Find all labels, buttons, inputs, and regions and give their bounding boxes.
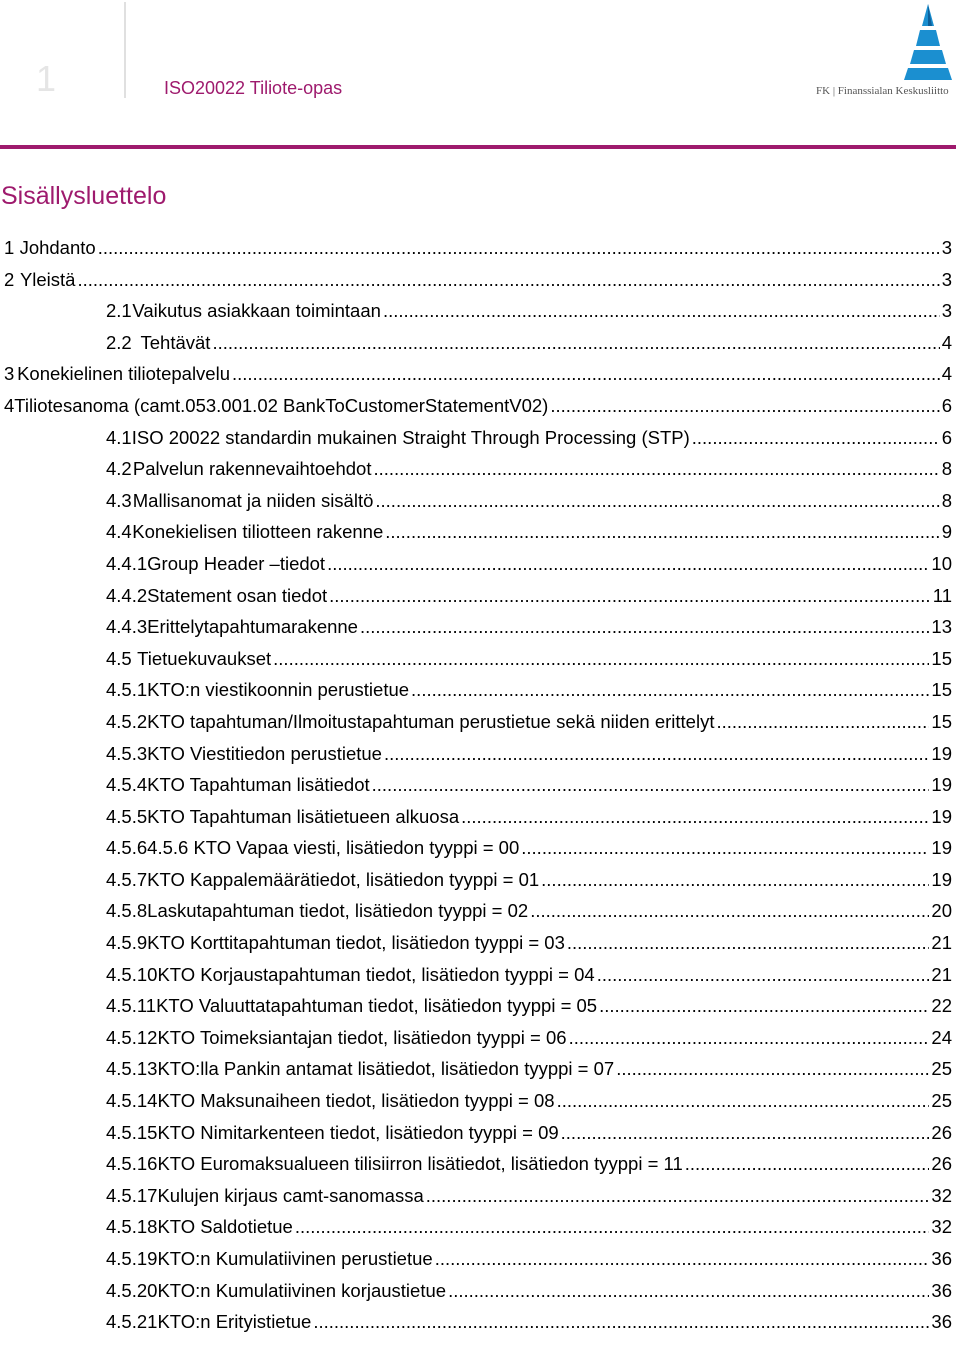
toc-entry[interactable] xyxy=(0,774,960,806)
toc-dot-leader xyxy=(375,490,939,512)
toc-entry-title: Laskutapahtuman tiedot, lisätiedon tyyppi = 02 xyxy=(147,900,529,922)
toc-entry[interactable] xyxy=(0,300,960,332)
toc-entry[interactable] xyxy=(0,1122,960,1154)
toc-entry-title: Palvelun rakennevaihtoehdot xyxy=(132,458,372,480)
toc-entry-title: Vaikutus asiakkaan toimintaan xyxy=(132,300,381,322)
toc-entry-title: 4.5.6 KTO Vapaa viesti, lisätiedon tyyppi = 00 xyxy=(147,837,520,859)
chapter-number: 1 xyxy=(36,58,57,99)
toc-entry-title: KTO:n viestikoonnin perustietue xyxy=(147,679,410,701)
logo-text: FK | Finanssialan Keskusliitto xyxy=(816,85,949,97)
toc-entry-title: Tietuekuvaukset xyxy=(137,647,272,669)
toc-entry-page: 15 xyxy=(931,647,952,669)
toc-entry[interactable] xyxy=(0,1153,960,1185)
toc-entry-page: 15 xyxy=(931,679,952,701)
toc-entry-title: Mallisanomat ja niiden sisältö xyxy=(132,489,374,511)
toc-entry-page: 22 xyxy=(931,995,952,1017)
toc-entry-number: 4.2 xyxy=(106,458,132,480)
toc-dot-leader xyxy=(383,300,940,322)
toc-dot-leader xyxy=(426,1185,930,1207)
toc-entry-page: 3 xyxy=(941,300,952,322)
toc-entry[interactable] xyxy=(0,964,960,996)
toc-entry-page: 13 xyxy=(931,616,952,638)
toc-entry-number: 4.1 xyxy=(106,426,132,448)
header-rule xyxy=(0,145,956,149)
toc-entry-number: 4.5.7 xyxy=(106,868,148,890)
toc-entry[interactable] xyxy=(0,490,960,522)
toc-entry[interactable] xyxy=(0,837,960,869)
toc-entry-number: 4.5.18 xyxy=(106,1216,158,1238)
toc-dot-leader xyxy=(273,648,929,670)
toc-entry[interactable] xyxy=(0,585,960,617)
toc-entry[interactable] xyxy=(0,363,960,395)
toc-entry-page: 4 xyxy=(941,331,952,353)
toc-entry-page: 3 xyxy=(941,268,952,290)
toc-entry-number: 4.5.20 xyxy=(106,1279,158,1301)
toc-dot-leader xyxy=(385,521,939,543)
toc-entry-title: KTO:lla Pankin antamat lisätiedot, lisätiedon tyyppi = 07 xyxy=(157,1058,615,1080)
toc-dot-leader xyxy=(567,932,930,954)
toc-entry-number: 4.3 xyxy=(106,489,132,511)
toc-entry-page: 19 xyxy=(931,805,952,827)
table-of-contents xyxy=(0,237,960,1343)
document-title: ISO20022 Tiliote-opas xyxy=(164,78,343,98)
toc-entry-number: 2.2 xyxy=(106,331,132,353)
toc-entry-page: 32 xyxy=(931,1184,952,1206)
toc-entry-number: 4.5.4 xyxy=(106,774,148,796)
toc-entry[interactable] xyxy=(0,1280,960,1312)
toc-entry-number: 4.4.1 xyxy=(106,552,148,574)
toc-entry-title: Yleistä xyxy=(19,268,76,290)
toc-entry-number: 4.5.3 xyxy=(106,742,148,764)
toc-dot-leader xyxy=(716,711,929,733)
toc-entry-title: ISO 20022 standardin mukainen Straight Through Processing (STP) xyxy=(131,426,690,448)
toc-entry-page: 10 xyxy=(931,552,952,574)
toc-entry[interactable] xyxy=(0,1027,960,1059)
toc-entry-page: 21 xyxy=(931,963,952,985)
toc-entry-number: 4.5.10 xyxy=(106,963,158,985)
toc-entry-page: 8 xyxy=(941,489,952,511)
toc-entry-title: Konekielisen tiliotteen rakenne xyxy=(132,521,384,543)
toc-entry-title: KTO Kappalemäärätiedot, lisätiedon tyyppi = 01 xyxy=(147,868,540,890)
toc-entry-number: 1 xyxy=(4,237,15,258)
toc-entry-page: 8 xyxy=(941,458,952,480)
toc-entry-number: 4.5.5 xyxy=(106,805,148,827)
toc-dot-leader xyxy=(373,458,939,480)
toc-entry-number: 4.5.17 xyxy=(106,1184,158,1206)
toc-entry-page: 26 xyxy=(931,1121,952,1143)
toc-entry-title: KTO Valuuttatapahtuman tiedot, lisätiedon tyyppi = 05 xyxy=(156,995,598,1017)
toc-dot-leader xyxy=(557,1090,930,1112)
toc-entry[interactable] xyxy=(0,269,960,301)
toc-entry-number: 4.5.6 xyxy=(106,837,148,859)
toc-entry-title: KTO:n Kumulatiivinen korjaustietue xyxy=(157,1279,447,1301)
toc-entry-page: 19 xyxy=(931,868,952,890)
toc-entry[interactable] xyxy=(0,679,960,711)
toc-entry-number: 4.5.16 xyxy=(106,1153,158,1175)
toc-entry-title: KTO Viestitiedon perustietue xyxy=(147,742,382,764)
toc-title: Sisällysluettelo xyxy=(1,182,167,210)
toc-entry-title: KTO Maksunaiheen tiedot, lisätiedon tyyppi = 08 xyxy=(157,1090,555,1112)
toc-entry[interactable] xyxy=(0,553,960,585)
toc-entry-title: KTO Toimeksiantajan tiedot, lisätiedon tyyppi = 06 xyxy=(157,1026,567,1048)
toc-entry-page: 25 xyxy=(931,1058,952,1080)
toc-entry[interactable] xyxy=(0,395,960,427)
toc-dot-leader xyxy=(232,363,940,385)
toc-dot-leader xyxy=(541,869,929,891)
toc-entry[interactable] xyxy=(0,1216,960,1248)
toc-dot-leader xyxy=(411,679,929,701)
toc-entry-number: 4.5.2 xyxy=(106,710,148,732)
header-divider xyxy=(124,2,126,98)
toc-entry-number: 4.5.19 xyxy=(106,1248,158,1269)
toc-entry-title: KTO:n Erityistietue xyxy=(157,1311,312,1333)
toc-dot-leader xyxy=(616,1058,929,1080)
toc-entry-page: 24 xyxy=(931,1026,952,1048)
toc-entry-number: 4.5.21 xyxy=(106,1311,158,1333)
toc-entry[interactable] xyxy=(0,1248,960,1280)
toc-entry-page: 9 xyxy=(941,521,952,543)
toc-entry[interactable] xyxy=(0,932,960,964)
toc-entry[interactable] xyxy=(0,648,960,680)
toc-entry-title: KTO tapahtuman/Ilmoitustapahtuman perustietue sekä niiden erittelyt xyxy=(147,710,715,732)
toc-entry-title: Erittelytapahtumarakenne xyxy=(147,616,358,638)
toc-entry-title: KTO:n Kumulatiivinen perustietue xyxy=(157,1248,433,1269)
toc-entry-page: 36 xyxy=(931,1248,952,1269)
toc-dot-leader xyxy=(327,553,929,575)
toc-dot-leader xyxy=(569,1027,930,1049)
toc-entry[interactable] xyxy=(0,616,960,648)
toc-entry-page: 36 xyxy=(931,1279,952,1301)
toc-entry[interactable] xyxy=(0,869,960,901)
toc-dot-leader xyxy=(685,1153,930,1175)
toc-entry-number: 4.5.15 xyxy=(106,1121,158,1143)
toc-entry-title: Kulujen kirjaus camt-sanomassa xyxy=(157,1184,424,1206)
toc-dot-leader xyxy=(329,585,931,607)
toc-entry-title: KTO Tapahtuman lisätietueen alkuosa xyxy=(147,805,460,827)
toc-entry-title: Tiliotesanoma (camt.053.001.02 BankToCustomerStatementV02) xyxy=(14,394,549,416)
toc-dot-leader xyxy=(295,1216,930,1238)
toc-entry-title: KTO Saldotietue xyxy=(157,1216,293,1238)
toc-entry[interactable] xyxy=(0,237,960,269)
toc-entry-page: 6 xyxy=(941,426,952,448)
toc-entry-title: KTO Korjaustapahtuman tiedot, lisätiedon tyyppi = 04 xyxy=(157,963,595,985)
toc-entry-title: Konekielinen tiliotepalvelu xyxy=(17,363,230,385)
toc-entry-page: 20 xyxy=(931,900,952,922)
toc-entry-page: 6 xyxy=(941,394,952,416)
toc-entry-title: KTO Nimitarkenteen tiedot, lisätiedon tyyppi = 09 xyxy=(157,1121,559,1143)
toc-entry-page: 21 xyxy=(931,932,952,954)
toc-entry-page: 3 xyxy=(941,237,952,258)
toc-dot-leader xyxy=(550,395,939,417)
toc-entry-number: 4.5.9 xyxy=(106,932,148,954)
toc-entry[interactable] xyxy=(0,458,960,490)
toc-entry-number: 4.5.1 xyxy=(106,679,148,701)
toc-entry-page: 11 xyxy=(932,584,952,606)
toc-dot-leader xyxy=(692,427,940,449)
toc-entry-number: 4.5.13 xyxy=(106,1058,158,1080)
toc-entry-number: 4 xyxy=(4,394,15,416)
toc-dot-leader xyxy=(435,1248,930,1270)
toc-entry-number: 4.5.11 xyxy=(106,995,157,1017)
toc-entry-number: 4.5.14 xyxy=(106,1090,158,1112)
toc-dot-leader xyxy=(561,1122,930,1144)
toc-entry[interactable] xyxy=(0,521,960,553)
toc-entry-number: 3 xyxy=(4,363,15,385)
toc-entry[interactable] xyxy=(0,1090,960,1122)
toc-entry[interactable] xyxy=(0,743,960,775)
toc-entry-title: KTO Korttitapahtuman tiedot, lisätiedon tyyppi = 03 xyxy=(147,932,565,954)
toc-entry-title: KTO Tapahtuman lisätiedot xyxy=(147,774,370,796)
toc-entry-page: 19 xyxy=(931,742,952,764)
toc-entry-number: 2.1 xyxy=(106,300,132,322)
toc-entry[interactable] xyxy=(0,806,960,838)
toc-entry-page: 4 xyxy=(941,363,952,385)
toc-dot-leader xyxy=(360,616,929,638)
toc-entry[interactable] xyxy=(0,1058,960,1090)
toc-entry-number: 2 xyxy=(4,268,15,290)
toc-dot-leader xyxy=(597,964,930,986)
toc-entry-title: KTO Euromaksualueen tilisiirron lisätiedot, lisätiedon tyyppi = 11 xyxy=(157,1153,683,1175)
toc-dot-leader xyxy=(384,743,929,765)
toc-entry-page: 15 xyxy=(931,710,952,732)
toc-entry-title: Statement osan tiedot xyxy=(147,584,328,606)
toc-dot-leader xyxy=(212,332,939,354)
toc-entry[interactable] xyxy=(0,900,960,932)
toc-dot-leader xyxy=(521,837,929,859)
toc-entry-number: 4.5.8 xyxy=(106,900,148,922)
toc-entry-number: 4.5.12 xyxy=(106,1026,158,1048)
toc-dot-leader xyxy=(530,900,929,922)
toc-entry[interactable] xyxy=(0,1311,960,1343)
toc-dot-leader xyxy=(313,1311,929,1333)
toc-dot-leader xyxy=(77,269,939,291)
toc-entry-number: 4.4.2 xyxy=(106,584,148,606)
toc-entry-page: 32 xyxy=(931,1216,952,1238)
toc-entry-page: 36 xyxy=(931,1311,952,1333)
toc-dot-leader xyxy=(461,806,929,828)
toc-dot-leader xyxy=(98,237,940,259)
toc-entry-page: 25 xyxy=(931,1090,952,1112)
toc-entry[interactable] xyxy=(0,332,960,364)
toc-entry[interactable] xyxy=(0,995,960,1027)
toc-entry-page: 19 xyxy=(931,774,952,796)
toc-entry-title: Tehtävät xyxy=(140,331,211,353)
toc-entry[interactable] xyxy=(0,427,960,459)
toc-entry-title: Johdanto xyxy=(19,237,96,258)
toc-dot-leader xyxy=(599,995,929,1017)
fk-logo-mark-icon xyxy=(898,2,954,82)
toc-entry-page: 19 xyxy=(931,837,952,859)
toc-dot-leader xyxy=(372,774,930,796)
toc-entry-number: 4.5 xyxy=(106,647,132,669)
fk-logo xyxy=(812,2,957,102)
toc-entry-page: 26 xyxy=(931,1153,952,1175)
toc-entry-number: 4.4 xyxy=(106,521,132,543)
toc-entry-number: 4.4.3 xyxy=(106,616,148,638)
toc-dot-leader xyxy=(448,1280,929,1302)
toc-entry-title: Group Header –tiedot xyxy=(147,552,326,574)
toc-entry[interactable] xyxy=(0,1185,960,1217)
toc-entry[interactable] xyxy=(0,711,960,743)
